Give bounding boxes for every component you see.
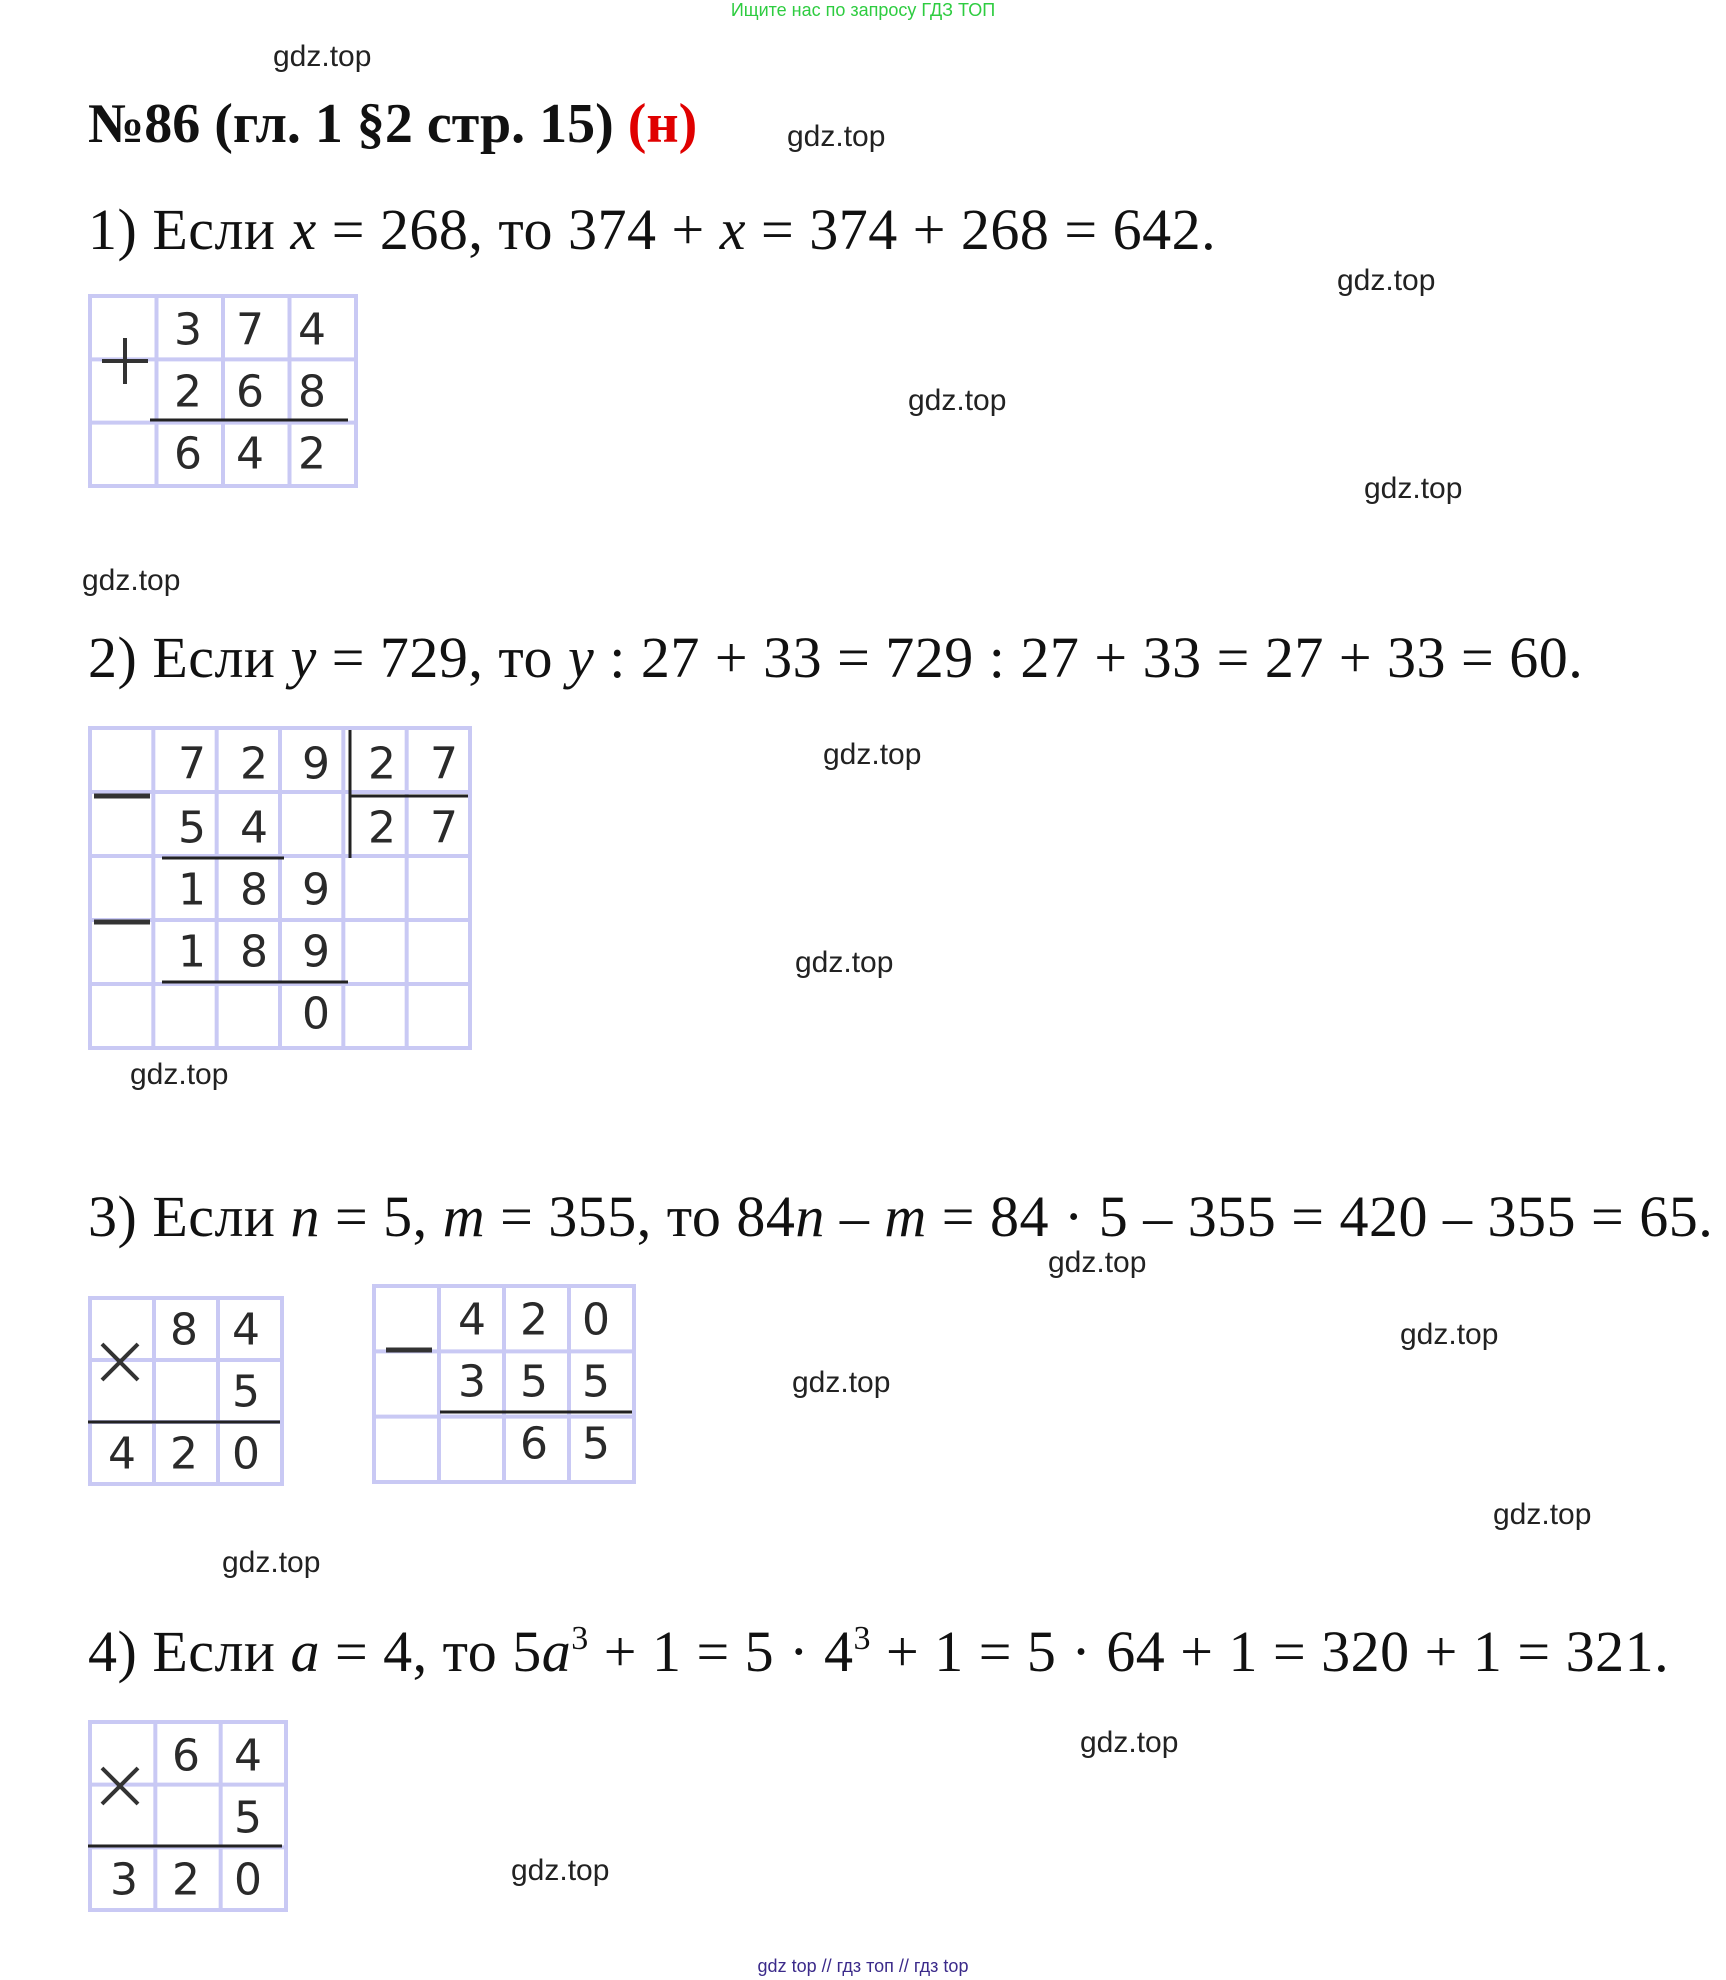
digit: 1 xyxy=(178,864,206,916)
watermark: gdz.top xyxy=(130,1058,229,1091)
digit: 7 xyxy=(236,304,264,356)
plus-sign xyxy=(102,338,148,384)
digit: 7 xyxy=(178,738,206,790)
digit: 2 xyxy=(368,802,396,854)
digit: 4 xyxy=(108,1428,136,1480)
digit: 4 xyxy=(232,1304,260,1356)
digit: 2 xyxy=(170,1428,198,1480)
division-grid xyxy=(88,726,472,1050)
multiplication-grid xyxy=(88,1296,284,1486)
subtraction-grid xyxy=(372,1284,636,1484)
watermark: gdz.top xyxy=(1080,1726,1179,1759)
watermark: gdz.top xyxy=(273,40,372,73)
digit: 5 xyxy=(178,802,206,854)
digit: 8 xyxy=(298,366,326,418)
digit: 8 xyxy=(240,864,268,916)
digit: 4 xyxy=(236,428,264,480)
digit: 4 xyxy=(234,1730,262,1782)
digit: 5 xyxy=(232,1366,260,1418)
digit: 1 xyxy=(178,926,206,978)
digit: 5 xyxy=(520,1356,548,1408)
digit: 0 xyxy=(234,1854,262,1906)
digit: 2 xyxy=(240,738,268,790)
watermark: gdz.top xyxy=(511,1854,610,1887)
page-title xyxy=(88,92,697,156)
digit: 5 xyxy=(582,1418,610,1470)
watermark: gdz.top xyxy=(1048,1246,1147,1279)
digit: 2 xyxy=(368,738,396,790)
digit: 6 xyxy=(236,366,264,418)
digit: 5 xyxy=(582,1356,610,1408)
watermark: gdz.top xyxy=(222,1546,321,1579)
new-mark: (н) xyxy=(627,93,698,155)
digit: 0 xyxy=(582,1294,610,1346)
problem-1-statement: 1) Если x = 268, то 374 + x = 374 + 268 = 642. xyxy=(88,197,1217,262)
watermark: gdz.top xyxy=(1337,264,1436,297)
digit: 3 xyxy=(110,1854,138,1906)
watermark: gdz.top xyxy=(1364,472,1463,505)
digit: 0 xyxy=(232,1428,260,1480)
digit: 3 xyxy=(458,1356,486,1408)
digit: 3 xyxy=(174,304,202,356)
watermark: gdz.top xyxy=(908,384,1007,417)
digit: 4 xyxy=(298,304,326,356)
problem-3-statement: 3) Если n = 5, m = 355, то 84n – m = 84 · 5 – 355 = 420 – 355 = 65. xyxy=(88,1184,1714,1249)
problem-4-statement: 4) Если a = 4, то $5a^3 + 1 = 5 \cdot 4^3 + 1 = 5 \cdot 64 + 1 = 320 + 1 = 321$. xyxy=(88,1619,1670,1684)
digit: 0 xyxy=(302,988,330,1040)
addition-grid xyxy=(88,294,358,488)
watermark: gdz.top xyxy=(1493,1498,1592,1531)
watermark: gdz.top xyxy=(792,1366,891,1399)
watermark: gdz.top xyxy=(787,120,886,153)
digit: 9 xyxy=(302,926,330,978)
watermark: gdz.top xyxy=(82,564,181,597)
watermark: gdz.top xyxy=(1400,1318,1499,1351)
digit: 6 xyxy=(520,1418,548,1470)
digit: 9 xyxy=(302,738,330,790)
digit: 6 xyxy=(172,1730,200,1782)
watermark: gdz.top xyxy=(823,738,922,771)
digit: 8 xyxy=(170,1304,198,1356)
digit: 2 xyxy=(298,428,326,480)
digit: 7 xyxy=(430,802,458,854)
multiplication-grid xyxy=(88,1720,288,1912)
title-text: №86 (гл. 1 §2 стр. 15) xyxy=(88,93,614,155)
digit: 9 xyxy=(302,864,330,916)
digit: 6 xyxy=(174,428,202,480)
footer-text: gdz top // гдз топ // гдз top xyxy=(757,1956,969,1976)
watermark: gdz.top xyxy=(795,946,894,979)
digit: 8 xyxy=(240,926,268,978)
digit: 2 xyxy=(174,366,202,418)
digit: 2 xyxy=(520,1294,548,1346)
digit: 2 xyxy=(172,1854,200,1906)
digit: 4 xyxy=(240,802,268,854)
digit: 7 xyxy=(430,738,458,790)
problem-2-statement: 2) Если y = 729, то y : 27 + 33 = 729 : 27 + 33 = 27 + 33 = 60. xyxy=(88,625,1584,690)
top-banner: Ищите нас по запросу ГДЗ ТОП xyxy=(730,0,996,20)
digit: 5 xyxy=(234,1792,262,1844)
digit: 4 xyxy=(458,1294,486,1346)
